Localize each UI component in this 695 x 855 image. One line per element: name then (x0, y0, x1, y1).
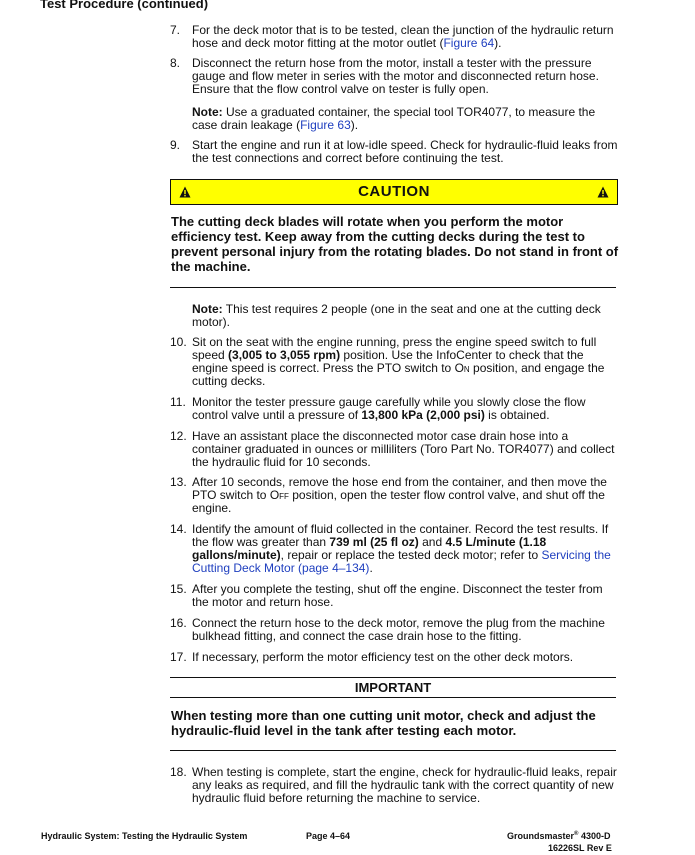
step-text: After you complete the testing, shut off the engine. Disconnect the tester from the motor and return hose. (192, 582, 603, 609)
step-number: 17. (170, 650, 187, 664)
figure-63-link[interactable]: Figure 63 (300, 118, 351, 132)
step-text: Sit on the seat with the engine running, press the engine speed switch to full speed (3,005 to 3,055 rpm) position. Use the InfoCenter to check that the engine speed is correct. Press the PTO switch to On position, and engage the cutting decks. (192, 335, 605, 388)
step-text: Start the engine and run it at low-idle speed. Check for hydraulic-fluid leaks from the test connections and correct before continuing the test. (192, 138, 618, 165)
important-top-rule (170, 677, 616, 678)
servicing-deck-motor-link[interactable]: Servicing the Cutting Deck Motor (page 4–134) (192, 548, 611, 575)
step-number: 12. (170, 429, 187, 443)
caution-banner (170, 179, 618, 205)
caution-text: The cutting deck blades will rotate when you perform the motor efficiency test. Keep away from the cutting decks during the test to prevent personal injury from the rotating blades. Do not stand in front of the machine. (171, 214, 619, 274)
step-text: Identify the amount of fluid collected in the container. Record the test results. If the flow was greater than 739 ml (25 fl oz) and 4.5 L/minute (1.18 gallons/minute), repair or replace the tested deck motor; refer to Servicing the Cutting Deck Motor (page 4–134). (192, 522, 611, 575)
section-heading: Test Procedure (continued) (40, 0, 209, 11)
caution-title: CAUTION (358, 183, 430, 200)
step-text: Disconnect the return hose from the motor, install a tester with the pressure gauge and flow meter in series with the motor and disconnected return hose. Ensure that the flow control valve on tester is fully open. (192, 56, 599, 96)
note-label: Note: (192, 105, 223, 119)
step-text: Have an assistant place the disconnected motor case drain hose into a container graduated in ounces or milliliters (Toro Part No. TOR4077) and collect the hydraulic fluid for 10 seconds. (192, 429, 615, 469)
step-number: 16. (170, 616, 187, 630)
step-text: After 10 seconds, remove the hose end from the container, and then move the PTO switch to Off position, open the tester flow control valve, and shut off the engine. (192, 475, 607, 515)
step-text: When testing is complete, start the engine, check for hydraulic-fluid leaks, repair any leaks as required, and fill the hydraulic tank with the correct quantity of new hydraulic fluid before returning the machine to service. (192, 765, 617, 805)
footer-product: Groundsmaster® 4300-D (507, 831, 611, 841)
important-text: When testing more than one cutting unit motor, check and adjust the hydraulic-fluid level in the tank after testing each motor. (171, 708, 596, 738)
step-number: 8. (170, 56, 181, 70)
step-number: 13. (170, 475, 187, 489)
step-number: 14. (170, 522, 187, 536)
footer-page-number: Page 4–64 (306, 831, 351, 841)
important-bottom-rule (170, 750, 616, 751)
footer-section: Hydraulic System: Testing the Hydraulic System (41, 831, 248, 841)
step-text: Monitor the tester pressure gauge carefully while you slowly close the flow control valve until a pressure of 13,800 kPa (2,000 psi) is obtained. (192, 395, 586, 422)
step-number: 18. (170, 765, 187, 779)
step-text: If necessary, perform the motor efficiency test on the other deck motors. (192, 650, 574, 664)
step-number: 9. (170, 138, 181, 152)
step-number: 15. (170, 582, 187, 596)
note-two-people: Note: This test requires 2 people (one in the seat and one at the cutting deck motor). (192, 302, 601, 329)
important-title-rule (170, 697, 616, 698)
footer-doc-number: 16226SL Rev E (548, 843, 612, 853)
step-number: 10. (170, 335, 187, 349)
figure-64-link[interactable]: Figure 64 (443, 36, 495, 50)
important-title: IMPORTANT (354, 680, 432, 695)
step-text: For the deck motor that is to be tested, clean the junction of the hydraulic return hose and deck motor fitting at the motor outlet (Figure 64). (192, 23, 614, 50)
step-text: Connect the return hose to the deck motor, remove the plug from the machine bulkhead fitting, and connect the case drain hose to the fitting. (192, 616, 605, 643)
step-number: 7. (170, 23, 181, 37)
note-tor4077: Note: Use a graduated container, the special tool TOR4077, to measure the case drain leakage (Figure 63). (192, 105, 596, 132)
caution-divider (170, 287, 616, 288)
warning-triangle-icon (597, 186, 609, 198)
step-number: 11. (170, 395, 186, 409)
note-label: Note: (192, 302, 223, 316)
